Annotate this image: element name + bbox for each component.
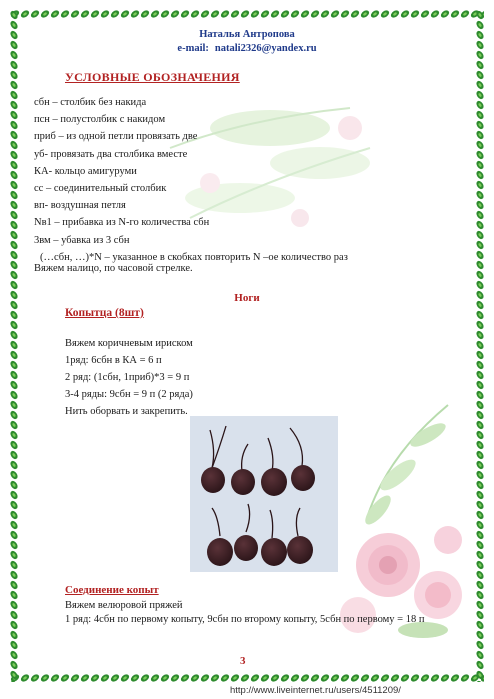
hoof <box>234 535 258 561</box>
hoof <box>287 536 313 564</box>
legend-list <box>34 94 454 266</box>
legend-item: КА- кольцо амигуруми <box>34 165 137 177</box>
instruction-step: Нить оборвать и закрепить. <box>65 406 188 417</box>
legend-item: (…сбн, …)*N – указанное в скобках повторить N –ое количество раз <box>40 251 348 263</box>
email-address: natali2326@yandex.ru <box>214 43 317 54</box>
join-instruction: 1 ряд: 4сбн по первому копыту, 9сбн по второму копыту, 5сбн по первому = 18 п <box>65 614 425 625</box>
part-title: Ноги <box>234 292 260 304</box>
legend-item: приб – из одной петли провязать две <box>34 131 198 143</box>
legend-item: 3вм – убавка из 3 сбн <box>34 234 130 246</box>
instruction-step: 2 ряд: (1сбн, 1приб)*3 = 9 п <box>65 372 190 383</box>
instruction-steps <box>65 335 193 420</box>
join-title: Соединение копыт <box>65 584 159 596</box>
hooves-photo <box>190 416 338 572</box>
hoof <box>261 468 287 496</box>
hoof <box>207 538 233 566</box>
instruction-step: Вяжем коричневым ириском <box>65 338 193 349</box>
instruction-step: 3-4 ряды: 9сбн = 9 п (2 ряда) <box>65 389 193 400</box>
legend-item: сбн – столбик без накида <box>34 97 147 108</box>
legend-item: уб- провязать два столбика вместе <box>34 148 188 160</box>
hoof <box>201 467 225 493</box>
direction-note: Вяжем налицо, по часовой стрелке. <box>34 263 193 274</box>
hoof <box>261 538 287 566</box>
author-email-line <box>0 43 494 54</box>
watermark-url: http://www.liveinternet.ru/users/4511209/ <box>230 685 401 696</box>
legend-title: УСЛОВНЫЕ ОБОЗНАЧЕНИЯ <box>65 70 240 84</box>
hoof <box>231 469 255 495</box>
instruction-step: 1ряд: 6сбн в КА = 6 п <box>65 355 162 366</box>
author-name: Наталья Антропова <box>199 29 295 40</box>
email-label: e-mail: <box>177 43 209 54</box>
floral-decoration-right <box>328 395 478 645</box>
legend-item: псн – полустолбик с накидом <box>34 114 166 126</box>
leaf-border-left <box>8 10 20 682</box>
leaf-border-bottom <box>10 672 484 684</box>
legend-item: вп- воздушная петля <box>34 200 126 212</box>
legend-item: Nв1 – прибавка из N-го количества сбн <box>34 217 210 229</box>
leaf-border-top <box>10 8 484 20</box>
part-subtitle: Копытца (8шт) <box>65 307 144 319</box>
join-instruction: Вяжем велюровой пряжей <box>65 600 183 611</box>
page-number: 3 <box>240 655 246 667</box>
legend-item: сс – соединительный столбик <box>34 182 167 194</box>
hoof <box>291 465 315 491</box>
